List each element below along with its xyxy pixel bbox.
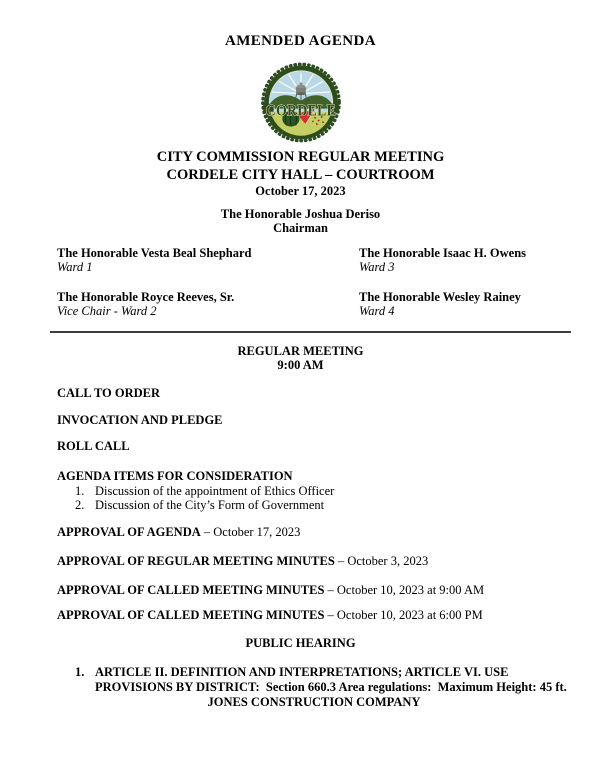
approval-regular-minutes xyxy=(0,555,601,569)
commissioner-name: The Honorable Isaac H. Owens xyxy=(359,246,527,260)
item-number: 2. xyxy=(75,497,85,512)
item-number: 1. xyxy=(75,484,85,498)
location-heading: CORDELE CITY HALL – COURTROOM xyxy=(166,167,435,183)
commissioner-ward: Ward 3 xyxy=(359,260,395,274)
cordele-city-seal xyxy=(257,62,345,143)
commissioner-ward4 xyxy=(359,290,571,318)
approval-called-minutes-am xyxy=(0,584,601,598)
item-text: Discussion of the City’s Form of Government xyxy=(95,497,325,512)
seal-wordmark: CORDELE xyxy=(265,102,336,120)
chairman-block xyxy=(0,207,601,235)
item-number: 1. xyxy=(75,664,85,679)
approval-called-minutes-pm xyxy=(0,609,601,623)
invocation-heading: INVOCATION AND PLEDGE xyxy=(57,412,223,427)
approval-detail: – October 3, 2023 xyxy=(337,553,429,568)
meeting-date: October 17, 2023 xyxy=(255,184,346,198)
logo-row xyxy=(0,62,601,143)
commissioner-name: The Honorable Wesley Rainey xyxy=(359,290,521,304)
commissioner-ward: Ward 4 xyxy=(359,304,395,318)
public-hearing-item xyxy=(0,665,601,695)
meeting-heading: CITY COMMISSION REGULAR MEETING xyxy=(156,149,445,165)
approval-label: APPROVAL OF REGULAR MEETING MINUTES xyxy=(57,553,335,568)
chairman-title: Chairman xyxy=(273,221,328,235)
approval-detail: – October 17, 2023 xyxy=(203,525,301,539)
commissioner-ward: Vice Chair - Ward 2 xyxy=(57,304,157,318)
chairman-name: The Honorable Joshua Deriso xyxy=(220,207,381,221)
separator-line xyxy=(50,331,571,333)
meeting-type-block xyxy=(0,345,601,372)
meeting-time: 9:00 AM xyxy=(277,357,324,372)
call-to-order-heading: CALL TO ORDER xyxy=(57,386,161,400)
approval-label: APPROVAL OF CALLED MEETING MINUTES xyxy=(57,583,325,597)
commissioner-name: The Honorable Vesta Beal Shephard xyxy=(57,246,252,260)
approval-of-agenda xyxy=(0,526,601,540)
consideration-item-2 xyxy=(0,499,601,513)
approval-detail: – October 10, 2023 at 6:00 PM xyxy=(327,607,483,622)
consideration-item-1 xyxy=(0,485,601,499)
public-hearing-heading: PUBLIC HEARING xyxy=(245,636,356,650)
applicant-name: JONES CONSTRUCTION COMPANY xyxy=(207,694,421,709)
approval-detail: – October 10, 2023 at 9:00 AM xyxy=(327,583,485,597)
document-title: AMENDED AGENDA xyxy=(224,33,377,49)
meeting-type: REGULAR MEETING xyxy=(237,344,364,358)
commissioner-ward2 xyxy=(57,290,359,318)
commissioner-ward3 xyxy=(359,246,571,274)
item-text: ARTICLE II. DEFINITION AND INTERPRETATIONS; ARTICLE VI. USE PROVISIONS BY DISTRICT: Section 660.3 Area regulations: Maximum Height: 45 ft. xyxy=(95,664,567,694)
consideration-heading: AGENDA ITEMS FOR CONSIDERATION xyxy=(57,468,293,483)
commissioner-name: The Honorable Royce Reeves, Sr. xyxy=(57,290,235,304)
approval-label: APPROVAL OF AGENDA xyxy=(57,525,201,539)
commissioner-ward1 xyxy=(57,246,359,274)
commissioner-ward: Ward 1 xyxy=(57,260,93,274)
item-text: Discussion of the appointment of Ethics Officer xyxy=(95,484,335,498)
roll-call-heading: ROLL CALL xyxy=(57,439,130,453)
approval-label: APPROVAL OF CALLED MEETING MINUTES xyxy=(57,607,325,622)
commissioners-grid xyxy=(0,246,601,318)
